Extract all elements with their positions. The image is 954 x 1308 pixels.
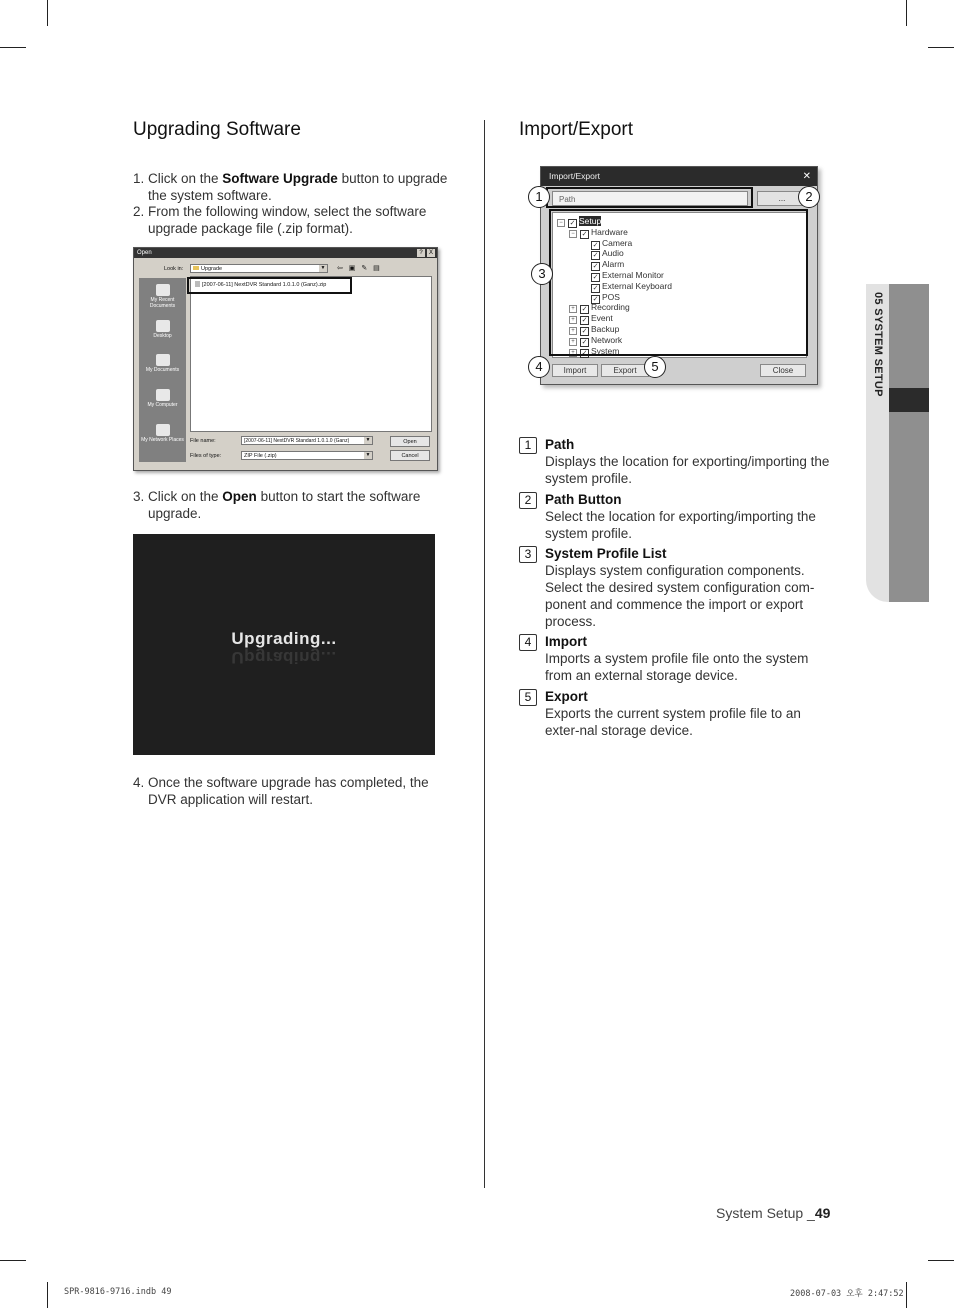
checkbox-icon[interactable]: ✓: [581, 349, 588, 357]
recent-documents-icon: [156, 284, 170, 296]
close-icon[interactable]: ✕: [802, 171, 811, 182]
step-1: 1. Click on the Software Upgrade button to upgrade the system software.: [133, 171, 448, 203]
chapter-side-tab: [866, 284, 929, 602]
checkbox-icon[interactable]: ✓: [581, 338, 588, 346]
page-footer: System Setup _49: [716, 1205, 831, 1221]
look-in-label: Look in:: [164, 266, 184, 272]
checkbox-icon[interactable]: ✓: [592, 263, 599, 271]
checkbox-icon[interactable]: ✓: [581, 317, 588, 325]
checkbox-icon[interactable]: ✓: [592, 252, 599, 260]
dialog-title: Open: [134, 248, 437, 258]
close-button[interactable]: X: [428, 250, 433, 256]
section-title-import-export: Import/Export: [519, 119, 634, 140]
tree-item-label: External Monitor: [602, 270, 664, 280]
tree-item-label: Audio: [602, 248, 624, 259]
tree-item-label: Alarm: [602, 259, 625, 270]
folder-icon: [193, 266, 199, 270]
collapse-icon[interactable]: −: [557, 219, 565, 227]
place-my-documents[interactable]: My Documents: [139, 354, 186, 373]
chevron-down-icon: ▼: [365, 452, 371, 458]
checkbox-icon[interactable]: ✓: [581, 306, 588, 314]
file-item[interactable]: [2007-06-11] NextDVR Standard 1.0.1.0 (Ganz).zip: [195, 281, 326, 288]
place-my-computer[interactable]: My Computer: [139, 389, 186, 408]
checkbox-icon[interactable]: ✓: [592, 284, 599, 292]
my-computer-icon: [156, 389, 170, 401]
help-button[interactable]: ?: [417, 249, 425, 257]
checkbox-icon[interactable]: ✓: [581, 230, 588, 238]
open-file-dialog: [133, 247, 438, 471]
checkbox-icon[interactable]: ✓: [569, 220, 576, 227]
tree-item-label: Network: [591, 334, 623, 345]
tree-item-label: External Keyboard: [602, 280, 672, 291]
checkbox-icon[interactable]: ✓: [592, 241, 599, 249]
checkbox-icon[interactable]: ✓: [581, 328, 588, 335]
upgrading-text: Upgrading...: [231, 629, 337, 648]
file-name-input[interactable]: [2007-06-11] NextDVR Standard 1.0.1.0 (Ganz) ▼: [241, 436, 373, 445]
places-bar: [139, 278, 186, 462]
chevron-down-icon: ▼: [320, 265, 326, 271]
callout-2: 2: [798, 186, 820, 208]
callout-4: 4: [528, 356, 550, 378]
callout-5: 5: [644, 356, 666, 378]
step-3: 3. Click on the Open button to start the software upgrade.: [133, 489, 421, 521]
tree-item-label: Backup: [591, 324, 620, 334]
my-documents-icon: [156, 354, 170, 366]
path-highlight-box: [546, 187, 753, 208]
print-info-right: 2008-07-03 오후 2:47:52: [790, 1289, 904, 1299]
tree-item-label: Recording: [591, 302, 630, 313]
tree-item-label: System: [591, 345, 620, 356]
checkbox-icon[interactable]: ✓: [592, 274, 599, 281]
tree-item-label: Event: [591, 313, 613, 324]
checkbox-icon[interactable]: ✓: [592, 295, 599, 303]
step-2: 2. From the following window, select the software upgrade package file (.zip format).: [133, 204, 427, 236]
upgrading-screen: [133, 534, 435, 755]
upgrading-text-reflection: Upgrading...: [231, 648, 337, 667]
file-name-label: File name:: [190, 438, 216, 444]
close-button[interactable]: Close: [760, 364, 806, 377]
expand-icon[interactable]: +: [569, 316, 577, 324]
toolbar-icons[interactable]: ⇦ ▣ ✎ ▤: [337, 265, 382, 272]
chevron-down-icon: ▼: [365, 437, 371, 443]
expand-icon[interactable]: +: [569, 349, 577, 357]
file-list[interactable]: [190, 276, 432, 432]
open-button[interactable]: Open: [390, 436, 430, 447]
section-title-upgrading: Upgrading Software: [133, 119, 301, 140]
expand-icon[interactable]: +: [569, 327, 577, 335]
tree-item-label: Setup: [579, 216, 602, 226]
export-button[interactable]: Export: [601, 364, 649, 377]
desktop-icon: [156, 320, 170, 332]
expand-icon[interactable]: +: [569, 305, 577, 313]
file-type-select[interactable]: ZIP File (.zip) ▼: [241, 451, 373, 460]
path-field[interactable]: Path: [552, 191, 748, 206]
chapter-label: 05 SYSTEM SETUP: [872, 292, 884, 397]
callout-3: 3: [531, 263, 553, 285]
cancel-button[interactable]: Cancel: [390, 450, 430, 461]
dialog-title: Import/Export: [541, 167, 817, 186]
network-places-icon: [156, 424, 170, 436]
expand-icon[interactable]: +: [569, 338, 577, 346]
file-highlight-box: [187, 277, 352, 294]
place-desktop[interactable]: Desktop: [139, 320, 186, 339]
tree-item-label: Camera: [602, 237, 633, 248]
tree-item-label: Hardware: [591, 226, 628, 237]
callout-1: 1: [528, 186, 550, 208]
tree-highlight-box: [549, 209, 808, 356]
path-button[interactable]: ...: [757, 191, 807, 206]
import-button[interactable]: Import: [552, 364, 598, 377]
file-type-label: Files of type:: [190, 453, 222, 459]
print-info-left: SPR-9816-9716.indb 49: [64, 1287, 172, 1297]
column-divider: [484, 120, 485, 1188]
tree-item-label: POS: [602, 291, 620, 302]
collapse-icon[interactable]: −: [569, 230, 577, 238]
look-in-select[interactable]: Upgrade ▼: [190, 264, 328, 273]
place-network[interactable]: My Network Places: [139, 424, 186, 443]
step-4: 4. Once the software upgrade has completed, the DVR application will restart.: [133, 775, 429, 807]
place-recent[interactable]: My Recent Documents: [139, 284, 186, 309]
